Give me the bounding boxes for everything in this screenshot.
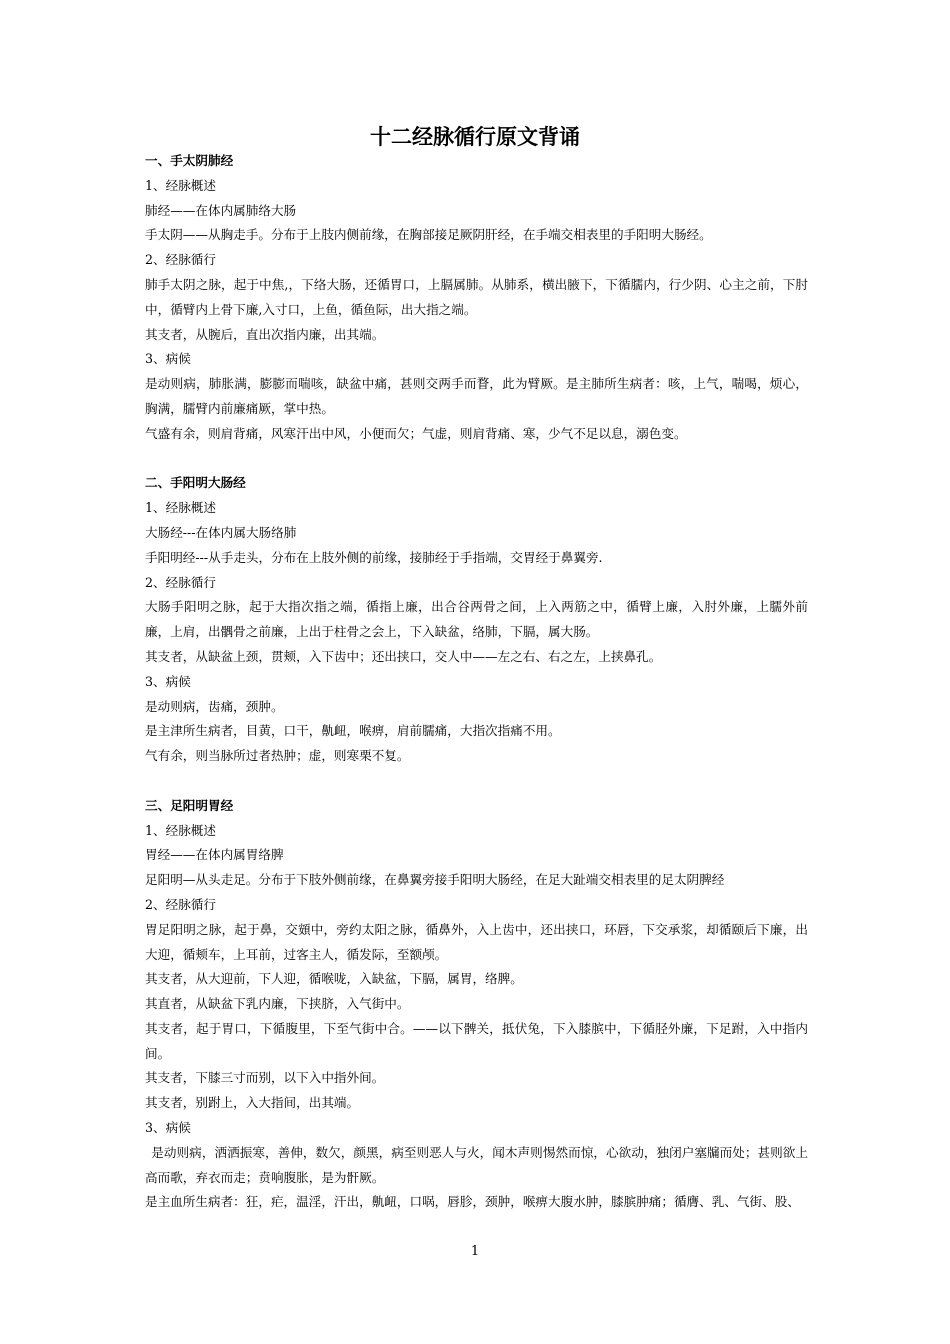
subheading: 1、经脉概述 bbox=[145, 822, 216, 838]
paragraph: 肺经——在体内属肺络大肠 bbox=[145, 202, 297, 218]
section-heading: 三、足阳明胃经 bbox=[145, 797, 234, 813]
section-spacer bbox=[145, 447, 808, 472]
paragraph: 气盛有余，则肩背痛，风寒汗出中风，小便而欠；气虚，则肩背痛、寒，少气不足以息，溺色变。 bbox=[145, 425, 687, 441]
paragraph: 其支者，从腕后，直出次指内廉，出其端。 bbox=[145, 326, 385, 342]
paragraph: 胃足阳明之脉，起于鼻，交頞中，旁约太阳之脉，循鼻外，入上齿中，还出挟口，环唇，下交承浆，却循颐后下廉，出大迎，循颊车，上耳前，过客主人，循发际，至额颅。 bbox=[145, 921, 808, 962]
paragraph: 大肠经---在体内属大肠络肺 bbox=[145, 524, 297, 540]
paragraph: 其支者，下膝三寸而别，以下入中指外间。 bbox=[145, 1070, 385, 1086]
paragraph: 其支者，从大迎前，下人迎，循喉咙，入缺盆，下膈，属胃，络脾。 bbox=[145, 971, 523, 987]
subheading: 3、病候 bbox=[145, 673, 191, 689]
paragraph: 其支者，别跗上，入大指间，出其端。 bbox=[145, 1095, 360, 1111]
subheading: 1、经脉概述 bbox=[145, 500, 216, 516]
section-spacer bbox=[145, 769, 808, 794]
paragraph: 是动则病，肺胀满，膨膨而喘咳，缺盆中痛，甚则交两手而瞀，此为臂厥。是主肺所生病者：咳，上气，喘喝，烦心，胸满，臑臂内前廉痛厥，掌中热。 bbox=[145, 376, 808, 416]
subheading: 2、经脉循行 bbox=[145, 896, 216, 912]
section-heading: 二、手阳明大肠经 bbox=[145, 475, 246, 491]
paragraph: 其支者，起于胃口，下循腹里，下至气街中合。——以下髀关，抵伏兔，下入膝膑中，下循胫外廉，下足跗，入中指内间。 bbox=[145, 1020, 808, 1061]
subheading: 3、病候 bbox=[145, 351, 191, 367]
paragraph: 是动则病，齿痛，颈肿。 bbox=[145, 698, 284, 714]
paragraph: 是主血所生病者：狂，疟，温淫，汗出，鼽衄，口㖞，唇胗，颈肿，喉痹大腹水肿，膝膑肿痛；循膺、乳、气街、股、 bbox=[145, 1194, 800, 1210]
subheading: 2、经脉循行 bbox=[145, 574, 216, 590]
paragraph: 是主津所生病者，目黄，口干，鼽衄，喉痹，肩前臑痛，大指次指痛不用。 bbox=[145, 723, 561, 739]
section-heading: 一、手太阴肺经 bbox=[145, 153, 234, 168]
paragraph: 胃经——在体内属胃络脾 bbox=[145, 847, 284, 863]
document-title: 十二经脉循行原文背诵 bbox=[370, 124, 580, 149]
page-number: 1 bbox=[470, 1244, 480, 1259]
paragraph: 足阳明—从头走足。分布于下肢外侧前缘，在鼻翼旁接手阳明大肠经，在足大趾端交相表里的足太阴脾经 bbox=[145, 872, 725, 888]
paragraph: 手太阴——从胸走手。分布于上肢内侧前缘，在胸部接足厥阴肝经，在手端交相表里的手阳明大肠经。 bbox=[145, 227, 712, 243]
paragraph: 大肠手阳明之脉，起于大指次指之端，循指上廉，出合谷两骨之间，上入两筋之中，循臂上廉，入肘外廉，上臑外前廉，上肩，出髃骨之前廉，上出于柱骨之会上，下入缺盆，络肺，下膈，属大肠。 bbox=[145, 599, 808, 640]
paragraph: 其直者，从缺盆下乳内廉，下挟脐，入气街中。 bbox=[145, 996, 410, 1012]
paragraph: 其支者，从缺盆上颈，贯颊，入下齿中；还出挟口，交人中——左之右、右之左，上挟鼻孔。 bbox=[145, 648, 662, 664]
subheading: 1、经脉概述 bbox=[145, 177, 216, 193]
subheading: 3、病候 bbox=[145, 1120, 191, 1136]
paragraph: 气有余，则当脉所过者热肿；虚，则寒栗不复。 bbox=[145, 748, 410, 764]
paragraph: 是动则病，洒洒振寒，善伸，数欠，颜黑，病至则恶人与火，闻木声则惕然而惊，心欲动，独闭户塞牖而处；甚则欲上高而歌，弃衣而走；贲响腹胀，是为骭厥。 bbox=[145, 1144, 808, 1185]
paragraph: 肺手太阴之脉，起于中焦,，下络大肠，还循胃口，上膈属肺。从肺系，横出腋下，下循臑内，行少阴、心主之前，下肘中，循臂内上骨下廉,入寸口，上鱼，循鱼际，出大指之端。 bbox=[145, 276, 808, 317]
subheading: 2、经脉循行 bbox=[145, 252, 216, 268]
document-body bbox=[145, 149, 808, 1215]
paragraph: 手阳明经---从手走头，分布在上肢外侧的前缘，接肺经于手指端，交胃经于鼻翼旁. bbox=[145, 549, 603, 565]
